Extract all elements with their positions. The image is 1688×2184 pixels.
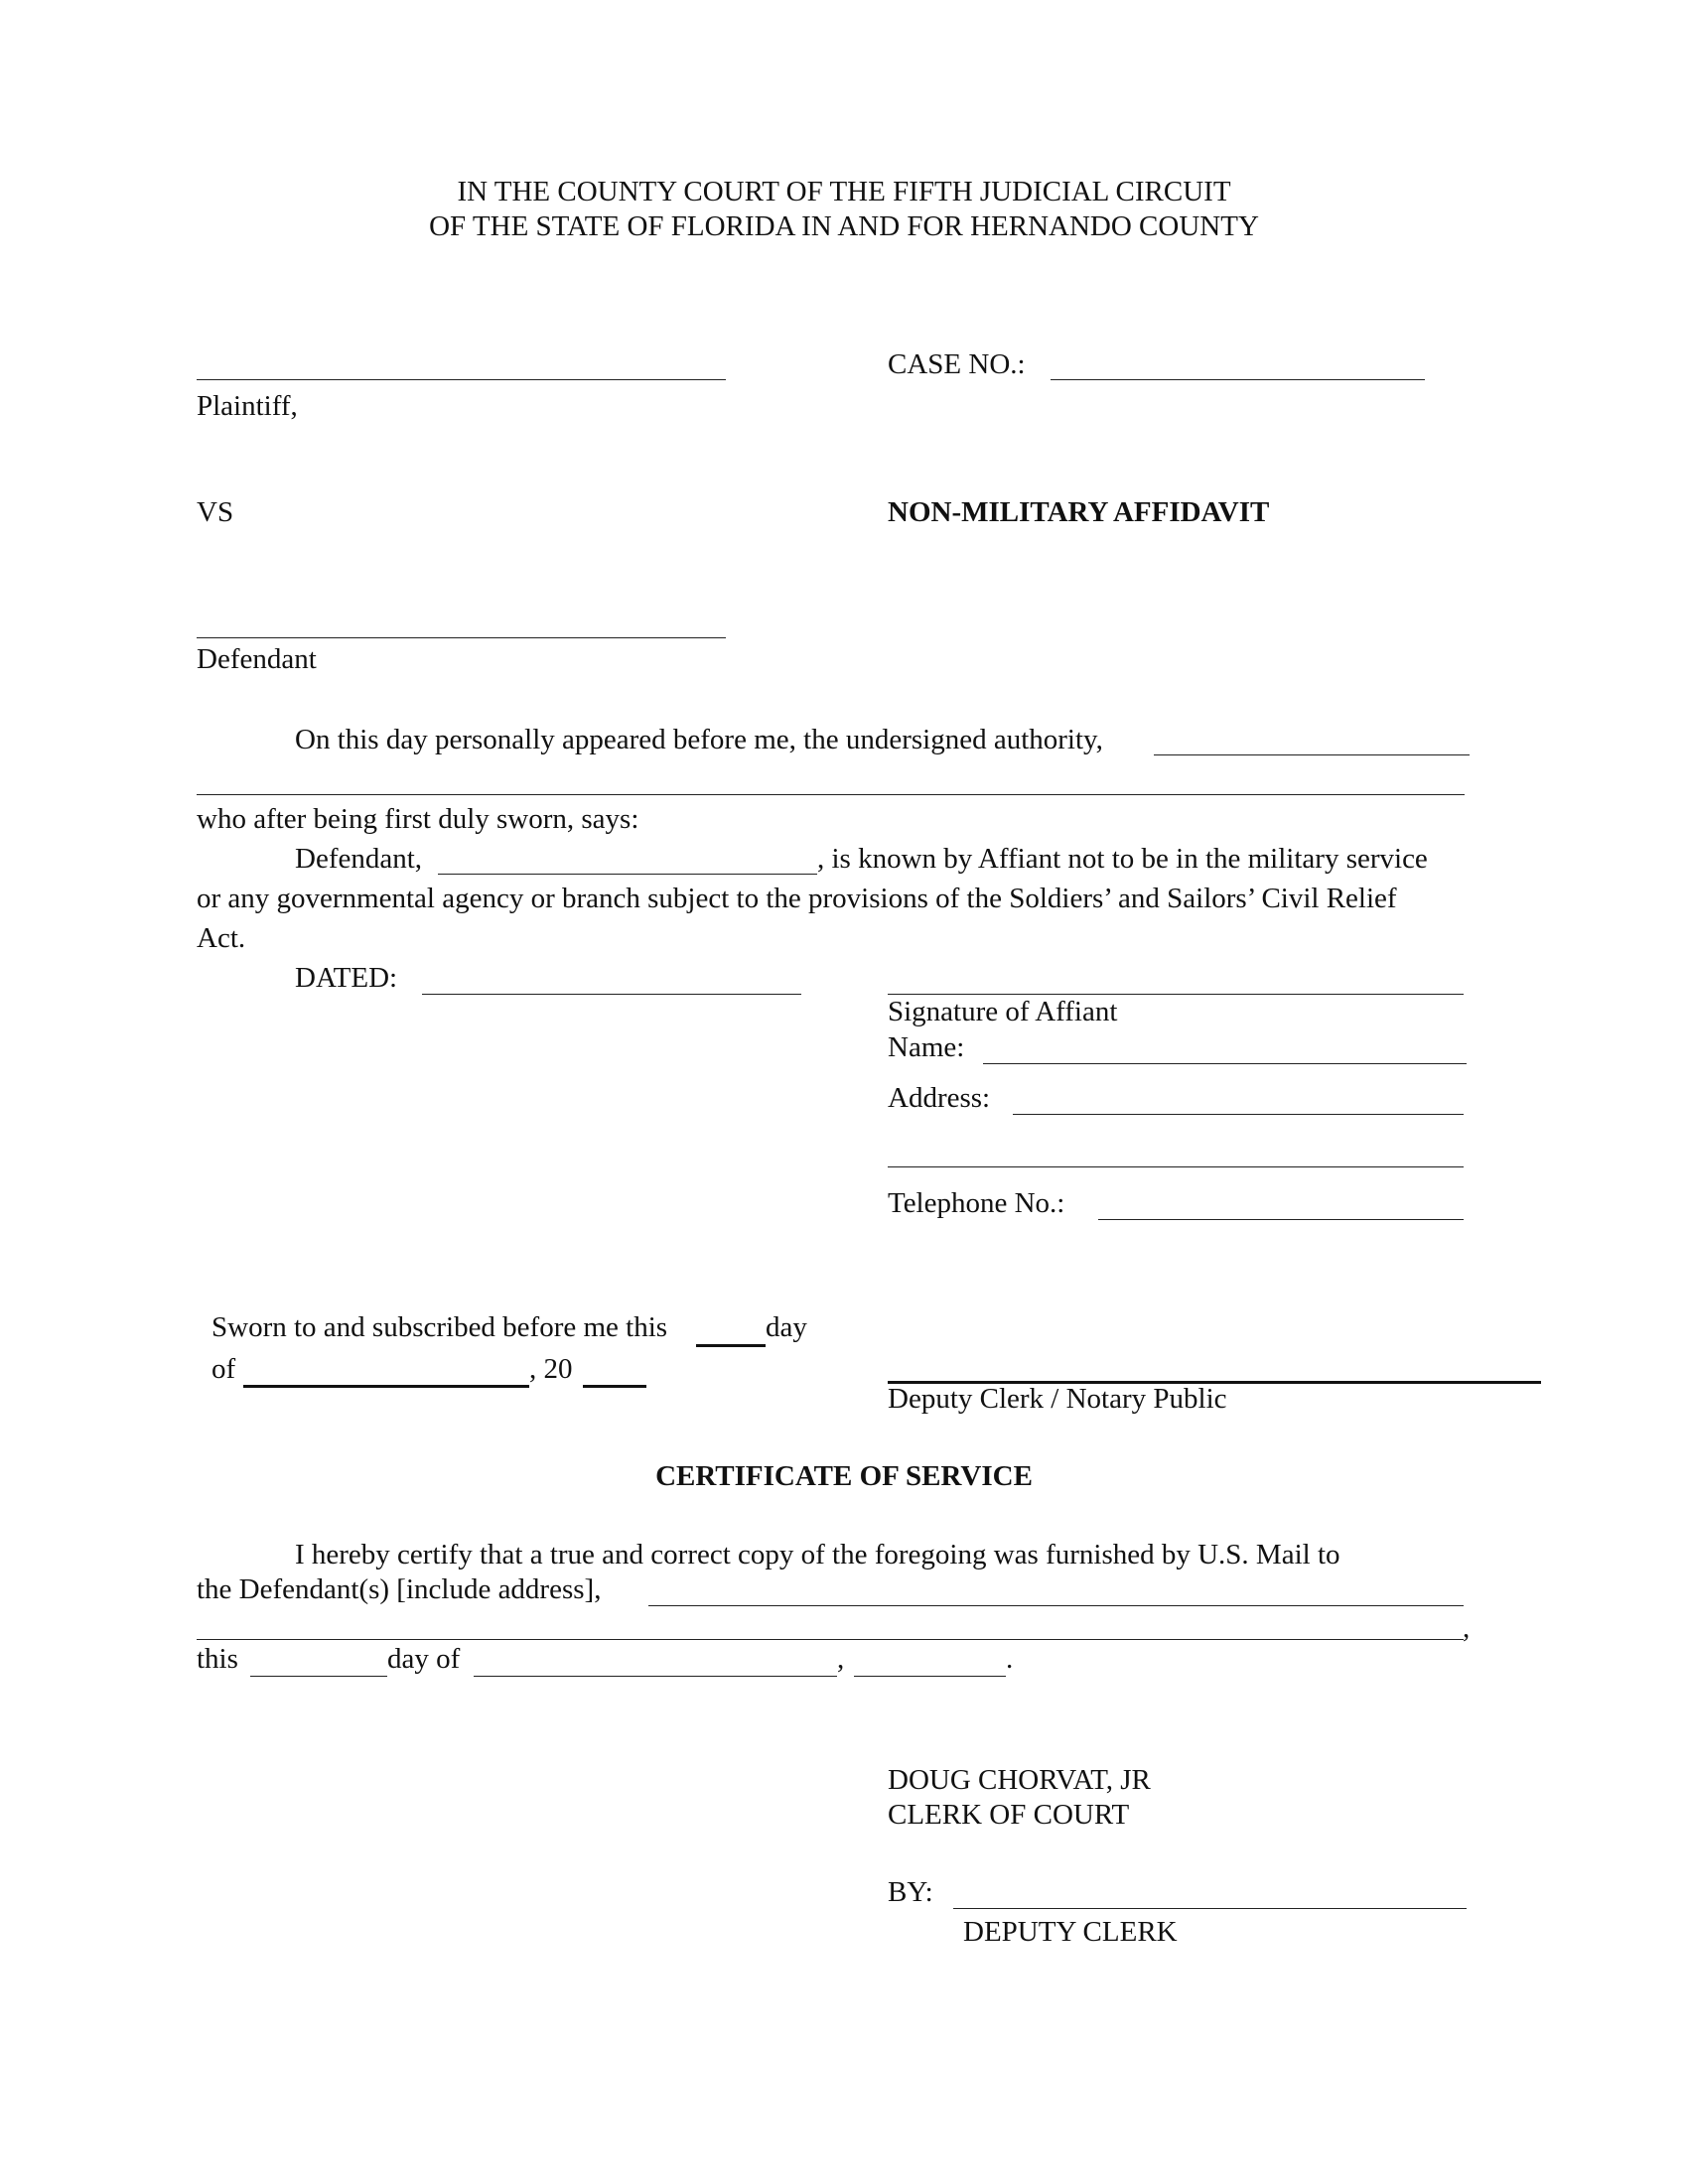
plaintiff-label: Plaintiff, bbox=[197, 390, 298, 422]
defendant-address-line-2-field[interactable] bbox=[197, 1639, 1464, 1640]
service-month-field[interactable] bbox=[474, 1676, 837, 1677]
telephone-label: Telephone No.: bbox=[888, 1187, 1065, 1219]
certificate-title: CERTIFICATE OF SERVICE bbox=[655, 1460, 1033, 1492]
jurat-day-label: day bbox=[766, 1311, 807, 1343]
service-mid-comma: , bbox=[837, 1643, 845, 1675]
document-title: NON-MILITARY AFFIDAVIT bbox=[888, 496, 1270, 528]
day-of-label: day of bbox=[387, 1643, 461, 1675]
address-label: Address: bbox=[888, 1082, 991, 1114]
defendant-inline-field[interactable] bbox=[438, 874, 817, 875]
affiant-name-field[interactable] bbox=[983, 1063, 1467, 1064]
service-year-field[interactable] bbox=[854, 1676, 1006, 1677]
jurat-of-label: of bbox=[211, 1353, 236, 1385]
service-day-field[interactable] bbox=[250, 1676, 387, 1677]
defendant-prefix: Defendant, bbox=[295, 843, 423, 875]
sworn-text: who after being first duly sworn, says: bbox=[197, 803, 639, 835]
affiant-name-continuation-field[interactable] bbox=[197, 794, 1465, 795]
certificate-body-line-1: I hereby certify that a true and correct copy of the foregoing was furnished by U.S. Mail to bbox=[295, 1539, 1340, 1570]
dated-label: DATED: bbox=[295, 962, 398, 994]
affiant-address-line-2-field[interactable] bbox=[888, 1166, 1464, 1167]
notary-label: Deputy Clerk / Notary Public bbox=[888, 1383, 1227, 1415]
address-comma: , bbox=[1463, 1612, 1471, 1644]
jurat-year-field[interactable] bbox=[583, 1385, 646, 1388]
known-text: , is known by Affiant not to be in the military service bbox=[817, 843, 1428, 875]
court-header-line-1: IN THE COUNTY COURT OF THE FIFTH JUDICIAL CIRCUIT bbox=[457, 176, 1231, 207]
clerk-title: CLERK OF COURT bbox=[888, 1799, 1130, 1831]
by-label: BY: bbox=[888, 1876, 933, 1908]
defendant-label: Defendant bbox=[197, 643, 317, 675]
court-header-line-2: OF THE STATE OF FLORIDA IN AND FOR HERNANDO COUNTY bbox=[429, 210, 1259, 242]
clerk-name: DOUG CHORVAT, JR bbox=[888, 1764, 1151, 1796]
provisions-text: or any governmental agency or branch subject to the provisions of the Soldiers’ and Sailors’ Civil Relief bbox=[197, 883, 1397, 914]
dated-field[interactable] bbox=[422, 994, 801, 995]
deputy-clerk-label: DEPUTY CLERK bbox=[963, 1916, 1178, 1948]
vs-label: VS bbox=[197, 496, 234, 528]
case-no-label: CASE NO.: bbox=[888, 348, 1026, 380]
this-label: this bbox=[197, 1643, 238, 1675]
case-no-field[interactable] bbox=[1051, 379, 1425, 380]
service-period: . bbox=[1006, 1643, 1014, 1675]
certificate-body-line-2: the Defendant(s) [include address], bbox=[197, 1573, 602, 1605]
defendant-address-field[interactable] bbox=[648, 1605, 1464, 1606]
name-label: Name: bbox=[888, 1031, 965, 1063]
jurat-year-prefix: , 20 bbox=[529, 1353, 573, 1385]
signature-label: Signature of Affiant bbox=[888, 996, 1118, 1027]
affiant-telephone-field[interactable] bbox=[1098, 1219, 1464, 1220]
jurat-sworn-text: Sworn to and subscribed before me this bbox=[211, 1311, 668, 1343]
affiant-name-inline-field[interactable] bbox=[1154, 754, 1470, 755]
affiant-address-field[interactable] bbox=[1013, 1114, 1464, 1115]
defendant-name-field[interactable] bbox=[197, 637, 726, 638]
plaintiff-name-field[interactable] bbox=[197, 379, 726, 380]
jurat-day-field[interactable] bbox=[696, 1344, 766, 1347]
act-text: Act. bbox=[197, 922, 246, 954]
jurat-month-field[interactable] bbox=[243, 1385, 529, 1388]
deputy-clerk-signature-line[interactable] bbox=[953, 1908, 1467, 1909]
appeared-text: On this day personally appeared before me, the undersigned authority, bbox=[295, 724, 1103, 755]
